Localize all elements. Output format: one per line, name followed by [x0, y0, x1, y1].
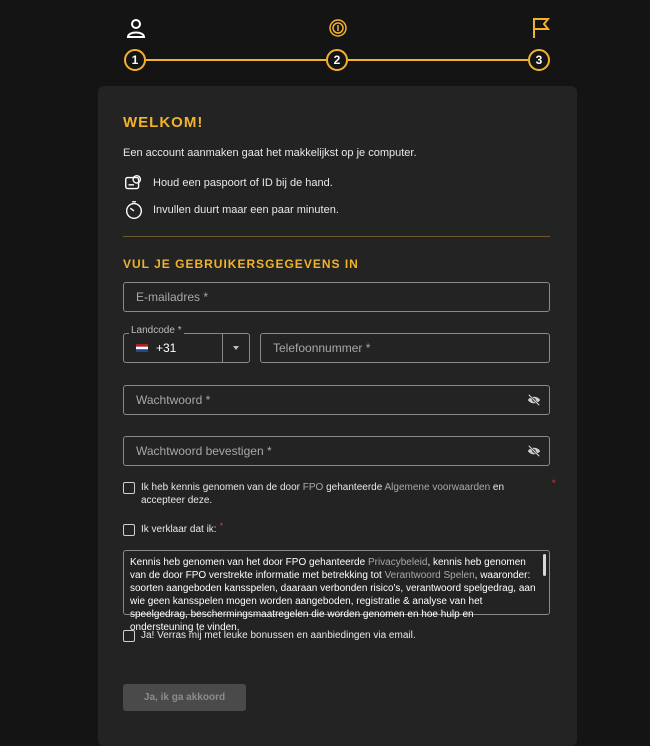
declare-required: *: [219, 521, 224, 531]
terms-checkbox[interactable]: [123, 482, 135, 494]
user-icon: [124, 16, 148, 40]
scrollbar[interactable]: [543, 554, 546, 576]
section-title: VUL JE GEBRUIKERSGEGEVENS IN: [123, 257, 359, 271]
tip-id-text: Houd een paspoort of ID bij de hand.: [153, 177, 333, 189]
step-3: 3: [528, 49, 550, 71]
welcome-intro: Een account aanmaken gaat het makkelijkst op je computer.: [123, 147, 417, 159]
divider: [123, 236, 550, 237]
terms-required: *: [552, 478, 556, 488]
privacy-policy-link[interactable]: Privacybeleid: [367, 557, 428, 568]
marketing-row: [123, 629, 416, 642]
terms-suffix: en accepteer deze.: [141, 482, 505, 506]
responsible-gaming-link[interactable]: Verantwoord Spelen: [384, 570, 475, 581]
tip-time: [123, 199, 339, 221]
declare-checkbox[interactable]: [123, 524, 135, 536]
terms-prefix: Ik heb kennis genomen van de door: [141, 482, 303, 493]
marketing-label: Ja! Verras mij met leuke bonussen en aanbiedingen via email.: [141, 630, 416, 641]
eye-off-icon[interactable]: [527, 393, 541, 407]
terms-text: [141, 481, 543, 507]
stopwatch-icon: [123, 199, 145, 221]
password-field[interactable]: [123, 385, 550, 415]
terms-mid: gehanteerde: [323, 482, 385, 493]
marketing-checkbox[interactable]: [123, 630, 135, 642]
email-placeholder: E-mailadres *: [136, 290, 209, 304]
declaration-part-1: Kennis heb genomen van het door FPO gehanteerde: [130, 557, 368, 568]
tip-id: [123, 172, 333, 194]
phone-placeholder: Telefoonnummer *: [273, 341, 371, 355]
select-separator: [222, 334, 223, 362]
country-code-select[interactable]: [123, 325, 250, 363]
step-2: 2: [326, 49, 348, 71]
terms-link-conditions[interactable]: Algemene voorwaarden: [384, 482, 491, 493]
declaration-text-box[interactable]: [123, 550, 550, 633]
id-card-icon: [123, 172, 145, 194]
terms-row: [123, 481, 543, 507]
terms-link-fpo[interactable]: FPO: [302, 482, 324, 493]
fingerprint-icon: [326, 16, 350, 40]
tip-time-text: Invullen duurt maar een paar minuten.: [153, 204, 339, 216]
eye-off-icon[interactable]: [527, 444, 541, 458]
email-field[interactable]: [123, 282, 550, 312]
password-confirm-placeholder: Wachtwoord bevestigen *: [136, 444, 272, 458]
progress-stepper: [0, 0, 650, 80]
step-1: 1: [124, 49, 146, 71]
country-code-value: +31: [156, 341, 177, 355]
password-confirm-field[interactable]: [123, 436, 550, 466]
step-connector: [146, 59, 326, 61]
registration-card: [98, 86, 577, 746]
flag-icon: [529, 16, 553, 40]
step-connector: [348, 59, 528, 61]
netherlands-flag-icon: [136, 344, 148, 352]
agree-button[interactable]: Ja, ik ga akkoord: [123, 684, 246, 711]
declaration-part-3: , waaronder: soorten aangeboden kansspelen, daaraan verbonden risico's, verantwoord spelgedrag, aan wie geen kansspelen mogen worden aangeboden, registratie & analyse van het speelgedrag, beschermingsmaatregelen die worden genomen en hoe hulp en ondersteuning te vinden.: [130, 570, 536, 633]
declare-label: Ik verklaar dat ik:: [141, 524, 217, 535]
chevron-down-icon[interactable]: [233, 346, 239, 350]
declare-row: [123, 523, 223, 536]
country-code-label: Landcode *: [131, 325, 182, 336]
phone-field[interactable]: [260, 333, 550, 363]
password-placeholder: Wachtwoord *: [136, 393, 211, 407]
welcome-title: WELKOM!: [123, 114, 204, 131]
declaration-part-2: , kennis heb genomen van de door FPO verstrekte informatie met betrekking tot: [130, 557, 526, 581]
